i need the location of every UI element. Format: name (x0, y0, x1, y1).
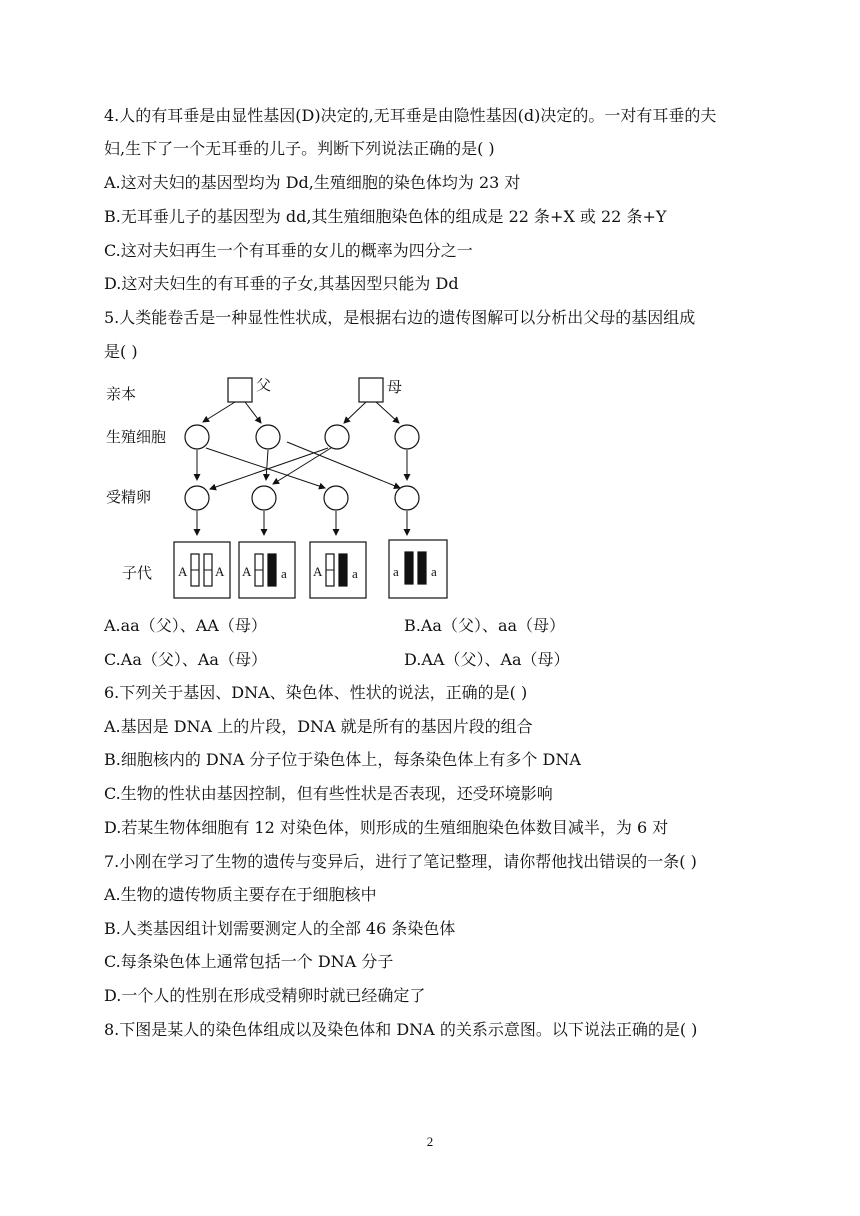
svg-text:A: A (242, 564, 252, 579)
question-4-option-b: B.无耳垂儿子的基因型为 dd,其生殖细胞染色体的组成是 22 条+X 或 22 条+Y (104, 207, 667, 226)
mother-square (359, 378, 383, 402)
svg-text:A: A (215, 564, 225, 579)
question-8-stem: 8.下图是某人的染色体组成以及染色体和 DNA 的关系示意图。以下说法正确的是( ) (104, 1020, 698, 1039)
svg-text:a: a (393, 564, 399, 579)
label-zygotes: 受精卵 (106, 488, 152, 506)
question-4-line-1: 4.人的有耳垂是由显性基因(D)决定的,无耳垂是由隐性基因(d)决定的。一对有耳垂的夫 (104, 106, 717, 125)
germ-cell-3 (325, 425, 349, 449)
germ-cell-4 (395, 425, 419, 449)
offspring-box-4 (389, 540, 447, 598)
question-5-option-a: A.aa（父）、AA（母） (104, 616, 267, 635)
svg-text:a: a (431, 564, 437, 579)
zygote-3 (324, 486, 348, 510)
page-number: 2 (426, 1134, 434, 1149)
question-7-option-b: B.人类基因组计划需要测定人的全部 46 条染色体 (104, 919, 456, 938)
question-7-option-d: D.一个人的性别在形成受精卵时就已经确定了 (104, 986, 426, 1005)
question-6-stem: 6.下列关于基因、DNA、染色体、性状的说法，正确的是( ) (104, 683, 528, 702)
zygote-4 (395, 486, 419, 510)
question-4-line-2: 妇,生下了一个无耳垂的儿子。判断下列说法正确的是( ) (104, 139, 495, 158)
question-4-option-a: A.这对夫妇的基因型均为 Dd,生殖细胞的染色体均为 23 对 (104, 173, 521, 192)
mother-label: 母 (387, 378, 403, 396)
father-square (228, 378, 252, 402)
question-7-option-a: A.生物的遗传物质主要存在于细胞核中 (104, 885, 377, 904)
question-6-option-c: C.生物的性状由基因控制，但有些性状是否表现，还受环境影响 (104, 784, 553, 803)
question-4-option-c: C.这对夫妇再生一个有耳垂的女儿的概率为四分之一 (104, 241, 473, 260)
svg-text:a: a (281, 566, 287, 581)
offspring-box-1 (174, 542, 230, 598)
question-6-option-a: A.基因是 DNA 上的片段，DNA 就是所有的基因片段的组合 (104, 717, 533, 736)
question-5-option-d: D.AA（父）、Aa（母） (404, 650, 570, 669)
question-7-option-c: C.每条染色体上通常包括一个 DNA 分子 (104, 952, 394, 971)
offspring-box-3 (310, 542, 366, 598)
inheritance-diagram (100, 366, 460, 608)
zygote-1 (185, 486, 209, 510)
question-7-stem: 7.小刚在学习了生物的遗传与变异后，进行了笔记整理，请你帮他找出错误的一条( ) (104, 852, 697, 871)
question-5-option-b: B.Aa（父）、aa（母） (404, 616, 566, 635)
germ-cell-1 (185, 425, 209, 449)
question-6-option-d: D.若某生物体细胞有 12 对染色体，则形成的生殖细胞染色体数目减半，为 6 对 (104, 818, 669, 837)
offspring-box-2 (239, 542, 295, 598)
question-5-line-2: 是( ) (104, 342, 138, 361)
question-5-option-c: C.Aa（父）、Aa（母） (104, 650, 267, 669)
germ-cell-2 (256, 425, 280, 449)
svg-text:a: a (352, 566, 358, 581)
svg-text:A: A (178, 564, 188, 579)
question-6-option-b: B.细胞核内的 DNA 分子位于染色体上，每条染色体上有多个 DNA (104, 750, 581, 769)
label-offspring: 子代 (122, 564, 153, 582)
zygote-2 (252, 486, 276, 510)
question-4-option-d: D.这对夫妇生的有耳垂的子女,其基因型只能为 Dd (104, 274, 459, 293)
label-germ-cells: 生殖细胞 (106, 428, 167, 446)
father-label: 父 (256, 376, 272, 394)
svg-text:A: A (313, 564, 323, 579)
label-parents: 亲本 (106, 385, 137, 403)
question-5-line-1: 5.人类能卷舌是一种显性性状成，是根据右边的遗传图解可以分析出父母的基因组成 (104, 308, 696, 327)
